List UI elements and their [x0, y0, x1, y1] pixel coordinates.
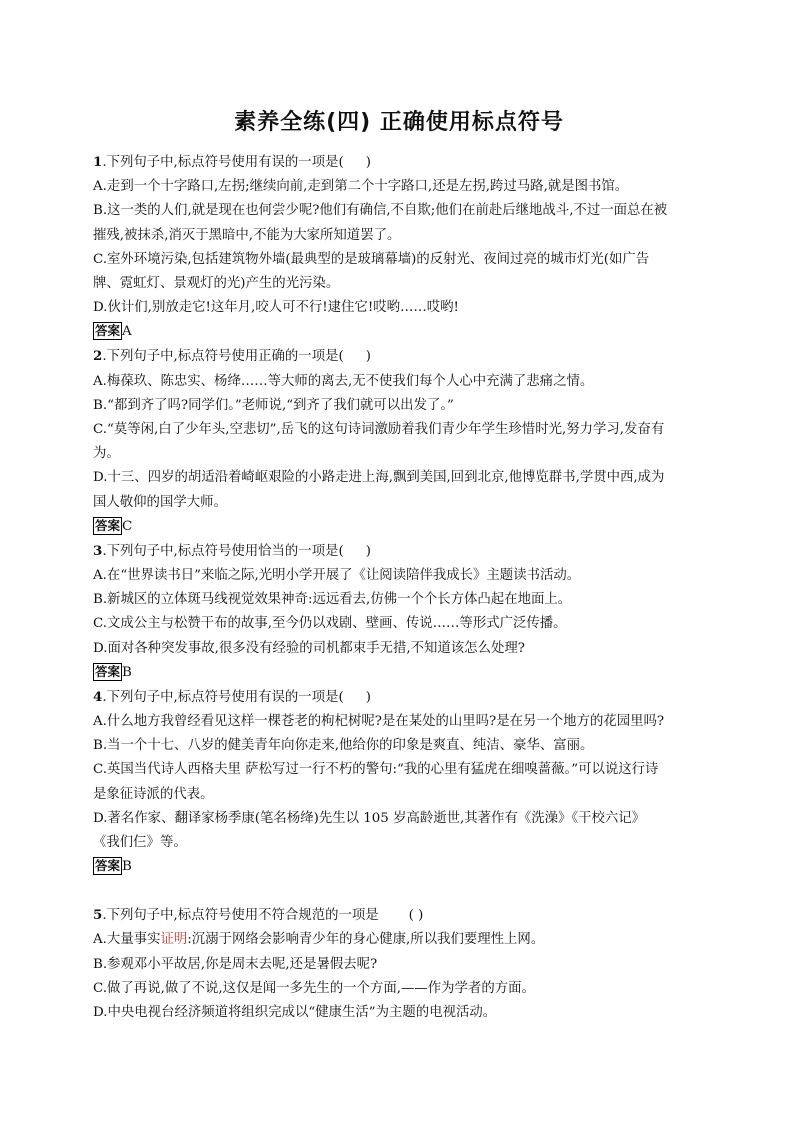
answer-value: C: [122, 518, 133, 534]
question-stem: [93, 150, 705, 175]
answer-paren: ): [365, 689, 371, 705]
option-c: C.室外环境污染,包括建筑物外墙(最典型的是玻璃幕墙)的反射光、夜间过亮的城市灯光(如广告: [93, 251, 650, 267]
question-text: .下列句子中,标点符号使用不符合规范的一项是: [102, 908, 379, 924]
spacer: [93, 879, 705, 903]
question-text: .下列句子中,标点符号使用恰当的一项是(: [102, 543, 344, 559]
page-title: 素养全练(四) 正确使用标点符号: [234, 110, 564, 135]
answer-row: [93, 515, 705, 539]
question-text: .下列句子中,标点符号使用正确的一项是(: [102, 349, 344, 365]
question-number: 3: [93, 542, 103, 559]
question-number: 2: [93, 348, 103, 365]
option-d-cont: 《我们仨》等。: [93, 835, 187, 851]
option-a: A.在“世界读书日”来临之际,光明小学开展了《让阅读陪伴我成长》主题读书活动。: [93, 568, 581, 584]
option-b: B.这一类的人们,就是现在也何尝少呢?他们有确信,不自欺;他们在前赴后继地战斗,不过一面总在被: [93, 203, 668, 219]
option-a: A.什么地方我曾经看见这样一棵苍老的枸杞树呢?是在某处的山里吗?是在另一个地方的花园里吗?: [93, 714, 665, 730]
question-stem: [93, 539, 705, 564]
document-page: [93, 105, 705, 1025]
answer-value: B: [122, 664, 132, 680]
option-b: B.参观邓小平故居,你是周末去呢,还是暑假去呢?: [93, 956, 378, 972]
answer-paren: ): [365, 155, 371, 170]
option-c-cont: 是象征诗派的代表。: [93, 786, 214, 802]
answer-paren: ( ): [408, 908, 424, 924]
question-3: [93, 539, 705, 685]
option-d: D.面对各种突发事故,很多没有经验的司机都束手无措,不知道该怎么处理?: [93, 640, 525, 656]
answer-paren: ): [365, 543, 371, 559]
option-c: C.文成公主与松赞干布的故事,至今仍以戏剧、壁画、传说……等形式广泛传播。: [93, 616, 567, 632]
question-stem: [93, 685, 705, 710]
answer-tag: 答案: [95, 323, 121, 339]
option-d: D.伙计们,别放走它!这年月,咬人可不行!逮住它!哎哟……哎哟!: [93, 300, 459, 316]
answer-paren: ): [365, 349, 371, 365]
option-d: D.十三、四岁的胡适沿着崎岖艰险的小路走进上海,飘到美国,回到北京,他博览群书,学贯中西,成为: [93, 470, 665, 486]
question-number: 5: [93, 907, 103, 924]
answer-row: [93, 320, 705, 344]
option-b: B.新城区的立体斑马线视觉效果神奇:远远看去,仿佛一个个长方体凸起在地面上。: [93, 592, 572, 608]
option-c: C.“莫等闲,白了少年头,空悲切”,岳飞的这句诗词激励着我们青少年学生珍惜时光,努力学习,发奋有: [93, 422, 665, 438]
question-1: [93, 150, 705, 344]
question-text: .下列句子中,标点符号使用有误的一项是(: [102, 155, 344, 170]
highlighted-word: 证明: [160, 932, 188, 948]
question-4: [93, 685, 705, 879]
answer-row: [93, 855, 705, 879]
option-b: B.当一个十七、八岁的健美青年向你走来,他给你的印象是爽直、纯洁、豪华、富丽。: [93, 738, 594, 754]
option-a: A.梅葆玖、陈忠实、杨绛……等大师的离去,无不使我们每个人心中充满了悲痛之情。: [93, 373, 594, 389]
answer-row: [93, 661, 705, 685]
question-number: 4: [93, 688, 103, 705]
answer-tag: 答案: [95, 858, 121, 874]
option-d: D.中央电视台经济频道将组织完成以“健康生活”为主题的电视活动。: [93, 1005, 497, 1021]
option-d-cont: 国人敬仰的国学大师。: [93, 494, 227, 510]
option-a: A.走到一个十字路口,左拐;继续向前,走到第二个十字路口,还是左拐,跨过马路,就是图书馆。: [93, 179, 629, 195]
option-d: D.著名作家、翻译家杨季康(笔名杨绛)先生以 105 岁高龄逝世,其著作有《洗澡》《干校六记》: [93, 810, 646, 826]
option-b-cont: 摧残,被抹杀,消灭于黑暗中,不能为大家所知道罢了。: [93, 227, 401, 243]
answer-tag: 答案: [95, 663, 121, 679]
option-c: C.英国当代诗人西格夫里 萨松写过一行不朽的警句:“我的心里有猛虎在细嗅蔷薇。”可以说这行诗: [93, 762, 659, 778]
question-5: [93, 903, 705, 1025]
option-c: C.做了再说,做了不说,这仅是闻一多先生的一个方面,——作为学者的方面。: [93, 980, 535, 996]
question-stem: [93, 903, 705, 928]
question-2: [93, 344, 705, 538]
option-c-cont: 为。: [93, 446, 120, 462]
question-stem: [93, 344, 705, 369]
answer-tag: 答案: [95, 517, 121, 533]
answer-value: B: [122, 859, 132, 875]
option-c-cont: 牌、霓虹灯、景观灯的光)产生的光污染。: [93, 276, 340, 292]
answer-value: A: [122, 324, 132, 340]
question-number: 1: [93, 154, 103, 170]
option-b: B.“都到齐了吗?同学们。”老师说,“到齐了我们就可以出发了。”: [93, 397, 454, 413]
option-a-text: A.大量事实: [93, 932, 161, 948]
question-text: .下列句子中,标点符号使用有误的一项是(: [102, 689, 344, 705]
option-a-text-rest: :沉溺于网络会影响青少年的身心健康,所以我们要理性上网。: [187, 932, 545, 948]
option-a: [93, 928, 705, 952]
